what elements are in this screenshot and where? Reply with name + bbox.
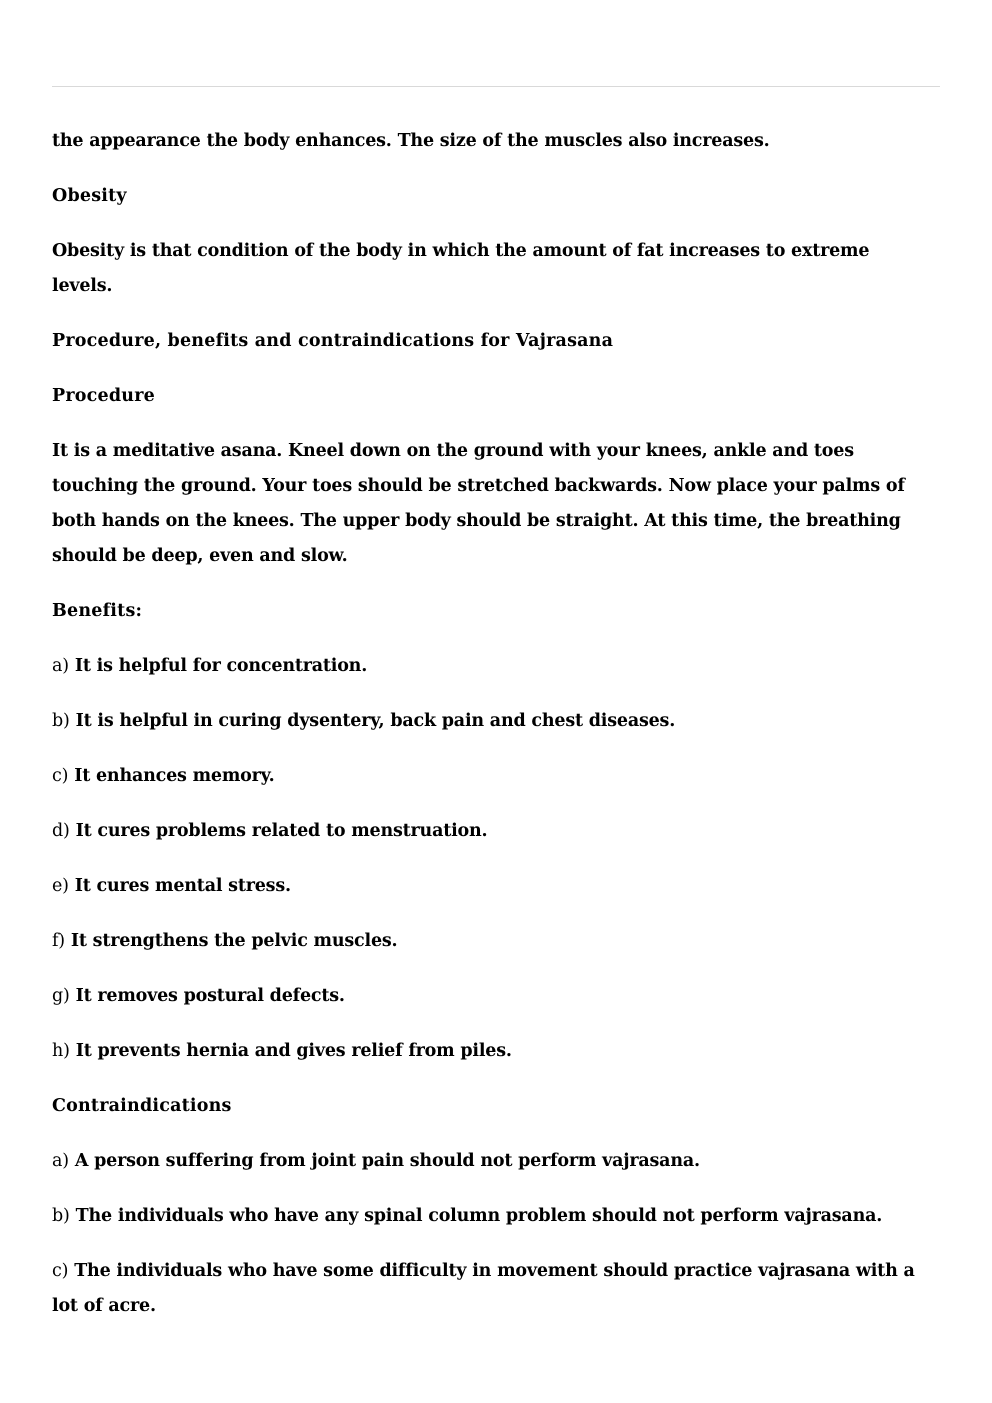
contraindication-text: The individuals who have any spinal column problem should not perform vajrasana. (75, 1206, 883, 1226)
benefit-item (52, 704, 932, 739)
benefit-text: It is helpful in curing dysentery, back pain and chest diseases. (75, 711, 676, 731)
procedure-text: It is a meditative asana. Kneel down on the ground with your knees, ankle and toes touching the ground. Your toes should be stretched backwards. Now place your palms of both hands on the knees. The upper body should be straight. At this time, the breathing should be deep, even and slow. (52, 441, 905, 566)
benefit-text: It enhances memory. (74, 766, 275, 786)
procedure-heading: Procedure (52, 386, 155, 406)
contraindication-text: A person suffering from joint pain should not perform vajrasana. (74, 1151, 700, 1171)
intro-continuation: the appearance the body enhances. The size of the muscles also increases. (52, 131, 770, 151)
benefit-marker: d) (52, 821, 70, 841)
contraindication-item (52, 1199, 932, 1234)
benefit-text: It cures mental stress. (74, 876, 291, 896)
benefit-marker: g) (52, 986, 70, 1006)
benefit-marker: h) (52, 1041, 70, 1061)
contraindication-marker: a) (52, 1151, 69, 1171)
vajrasana-title: Procedure, benefits and contraindications for Vajrasana (52, 331, 614, 351)
contraindications-heading: Contraindications (52, 1096, 232, 1116)
contraindication-marker: c) (52, 1261, 69, 1281)
benefit-text: It cures problems related to menstruation. (75, 821, 488, 841)
benefits-heading: Benefits: (52, 601, 143, 621)
benefit-marker: b) (52, 711, 70, 731)
benefit-marker: a) (52, 656, 69, 676)
benefit-item (52, 924, 932, 959)
contraindication-item (52, 1254, 932, 1324)
benefit-item (52, 979, 932, 1014)
benefit-item (52, 869, 932, 904)
document-body (52, 124, 932, 1344)
obesity-text: Obesity is that condition of the body in which the amount of fat increases to extreme levels. (52, 241, 870, 296)
benefit-item (52, 759, 932, 794)
benefit-text: It prevents hernia and gives relief from piles. (75, 1041, 512, 1061)
obesity-heading: Obesity (52, 186, 127, 206)
benefit-text: It is helpful for concentration. (74, 656, 368, 676)
contraindication-marker: b) (52, 1206, 70, 1226)
contraindication-text: The individuals who have some difficulty in movement should practice vajrasana with a lot of acre. (52, 1261, 915, 1316)
benefit-marker: c) (52, 766, 69, 786)
benefit-marker: f) (52, 931, 65, 951)
benefit-item (52, 649, 932, 684)
benefit-item (52, 1034, 932, 1069)
benefit-text: It strengthens the pelvic muscles. (70, 931, 398, 951)
header-divider (52, 86, 940, 87)
benefit-text: It removes postural defects. (75, 986, 345, 1006)
benefit-item (52, 814, 932, 849)
contraindication-item (52, 1144, 932, 1179)
benefit-marker: e) (52, 876, 69, 896)
